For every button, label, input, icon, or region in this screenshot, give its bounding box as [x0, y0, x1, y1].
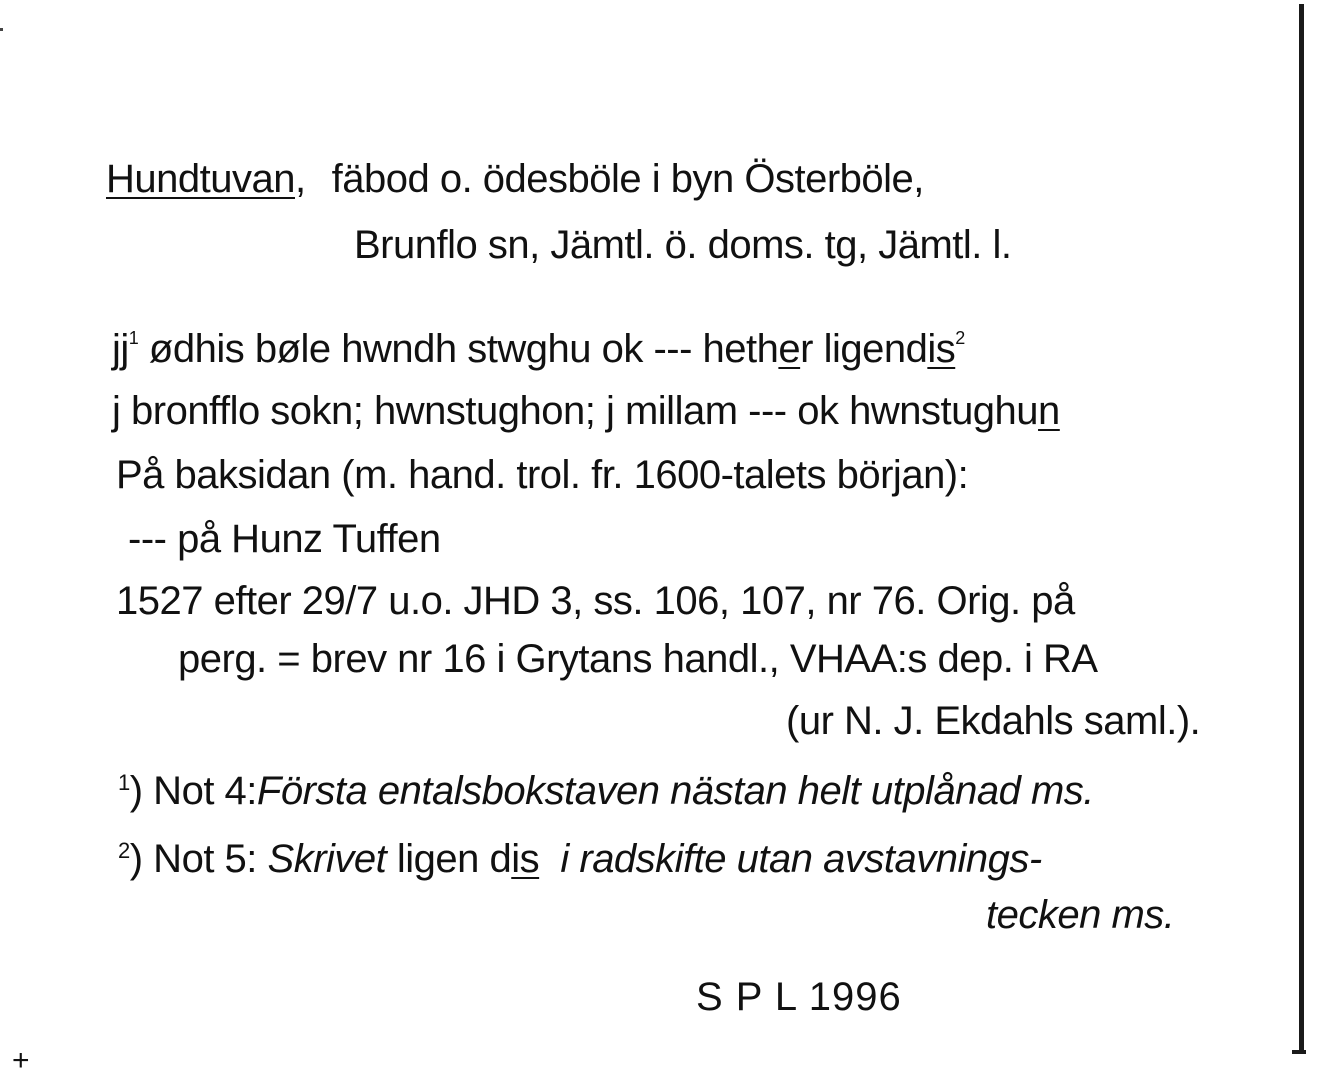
- footnote-underlined: is: [511, 837, 540, 881]
- footnote-2: [118, 836, 1042, 882]
- source-line1: 1527 efter 29/7 u.o. JHD 3, ss. 106, 107, nr 76. Orig. på: [116, 579, 1075, 623]
- footnote-label: ) Not 4:: [129, 769, 257, 813]
- transcript-line2: [112, 388, 1060, 434]
- entry-description-line1: fäbod o. ödesböle i byn Österböle,: [331, 157, 924, 201]
- entry-description-line2: Brunflo sn, Jämtl. ö. doms. tg, Jämtl. l.: [354, 223, 1012, 267]
- transcript-text: r ligend: [800, 327, 928, 371]
- source-line3: (ur N. J. Ekdahls saml.).: [786, 699, 1201, 743]
- card-edge-foot: [1292, 1050, 1306, 1054]
- footnote-1: [118, 768, 1094, 814]
- footnote-2-continuation: tecken ms.: [986, 893, 1175, 937]
- headword: Hundtuvan: [106, 157, 295, 201]
- footnote-text: ligen d: [386, 837, 512, 881]
- footnote-mark: 2: [118, 838, 130, 863]
- expanded-abbreviation: n: [1038, 389, 1060, 433]
- scan-speck: [0, 28, 3, 31]
- card-right-edge: [1299, 4, 1304, 1054]
- transcript-text: ødhis bøle hwndh stwghu ok --- heth: [138, 327, 779, 371]
- transcript-line3: På baksidan (m. hand. trol. fr. 1600-talets början):: [116, 453, 969, 497]
- headword-comma: ,: [294, 157, 306, 201]
- footnote-text: i radskifte utan avstavnings-: [539, 837, 1042, 881]
- transcript-text: jj: [112, 327, 129, 371]
- crosshair-mark: +: [12, 1044, 30, 1077]
- entry-heading: [106, 156, 924, 202]
- transcript-line1: [112, 326, 965, 372]
- transcript-text: j bronfflo sokn; hwnstughon; j millam --- ok hwnstughu: [112, 389, 1039, 433]
- footnote-ref-1: 1: [128, 328, 139, 348]
- source-line2: perg. = brev nr 16 i Grytans handl., VHAA:s dep. i RA: [178, 637, 1098, 681]
- expanded-abbreviation: is: [927, 327, 956, 371]
- signature: S P L 1996: [696, 975, 902, 1019]
- footnote-text: Första entalsbokstaven nästan helt utplånad ms.: [256, 769, 1094, 813]
- footnote-text: Skrivet: [267, 837, 387, 881]
- footnote-ref-2: 2: [955, 328, 965, 348]
- expanded-abbreviation: e: [778, 327, 801, 371]
- transcript-line4: --- på Hunz Tuffen: [128, 517, 441, 561]
- footnote-label: ) Not 5:: [129, 837, 268, 881]
- footnote-mark: 1: [118, 770, 130, 795]
